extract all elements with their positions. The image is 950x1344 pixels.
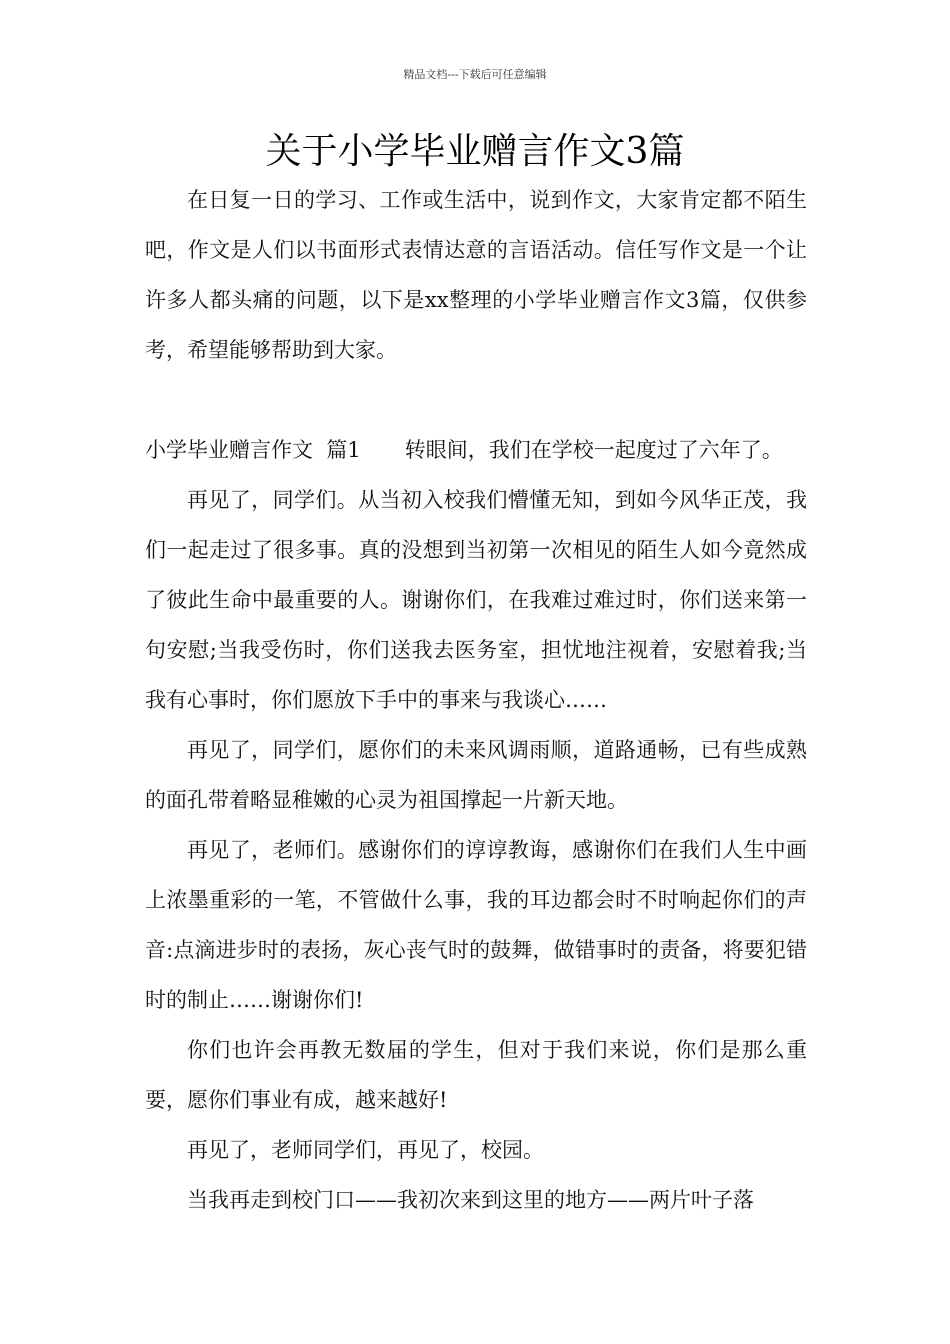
section-heading: 小学毕业赠言作文 篇1 xyxy=(145,438,361,462)
essay-section xyxy=(145,425,807,1225)
essay-paragraph: 再见了，同学们，愿你们的未来风调雨顺，道路通畅，已有些成熟的面孔带着略显稚嫩的心灵为祖国撑起一片新天地。 xyxy=(145,738,807,812)
essay-heading-line xyxy=(145,425,807,475)
essay-paragraph: 再见了，老师们。感谢你们的谆谆教诲，感谢你们在我们人生中画上浓墨重彩的一笔，不管做什么事，我的耳边都会时不时响起你们的声音:点滴进步时的表扬，灰心丧气时的鼓舞，做错事时的责备，将要犯错时的制止……谢谢你们! xyxy=(145,838,807,1012)
header-note: 精品文档---下载后可任意编辑 xyxy=(403,68,547,81)
intro-paragraph: 在日复一日的学习、工作或生活中，说到作文，大家肯定都不陌生吧，作文是人们以书面形式表情达意的言语活动。信任写作文是一个让许多人都头痛的问题，以下是xx整理的小学毕业赠言作文3篇，仅供参考，希望能够帮助到大家。 xyxy=(145,188,807,362)
essay-paragraph: 再见了，老师同学们，再见了，校园。 xyxy=(187,1138,544,1162)
essay-first-line: 转眼间，我们在学校一起度过了六年了。 xyxy=(404,438,783,462)
document-title: 关于小学毕业赠言作文3篇 xyxy=(265,131,685,172)
essay-paragraph: 你们也许会再教无数届的学生，但对于我们来说，你们是那么重要，愿你们事业有成，越来越好! xyxy=(145,1038,807,1112)
essay-paragraph: 再见了，同学们。从当初入校我们懵懂无知，到如今风华正茂，我们一起走过了很多事。真的没想到当初第一次相见的陌生人如今竟然成了彼此生命中最重要的人。谢谢你们，在我难过难过时，你们送来第一句安慰;当我受伤时，你们送我去医务室，担忧地注视着，安慰着我;当我有心事时，你们愿放下手中的事来与我谈心…… xyxy=(145,488,807,712)
essay-paragraph: 当我再走到校门口——我初次来到这里的地方——两片叶子落 xyxy=(187,1188,754,1212)
intro-section xyxy=(145,175,807,375)
